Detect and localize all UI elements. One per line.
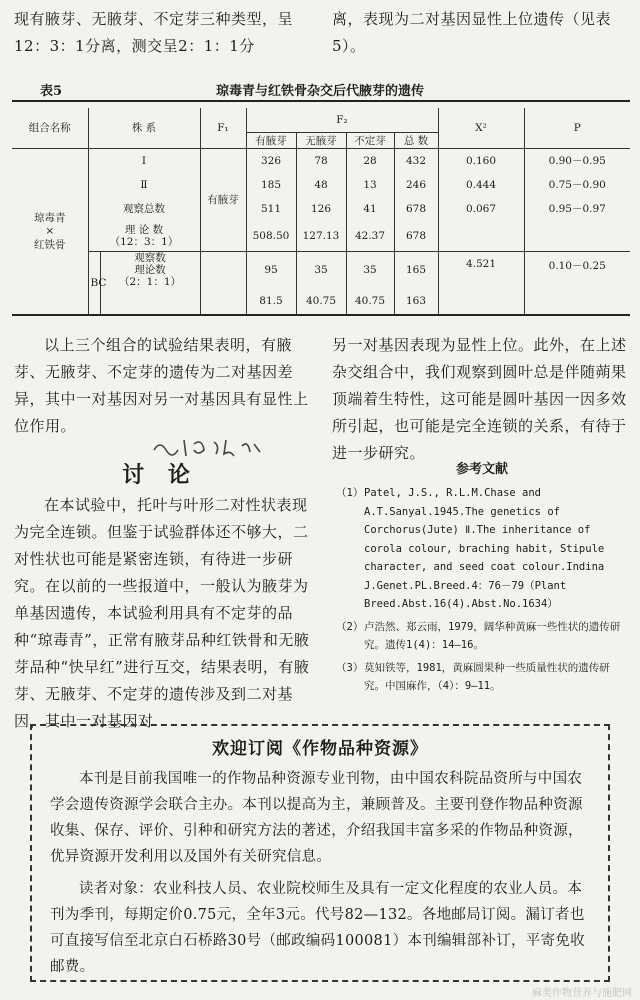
- cell: 35: [346, 251, 394, 288]
- cell: 511: [246, 197, 296, 221]
- handwriting-scribble: [150, 434, 270, 460]
- mid-right-text: [332, 332, 628, 467]
- watermark: 麻类作物营养与施肥网: [532, 988, 632, 999]
- mid-left-paragraph: 以上三个组合的试验结果表明，有腋芽、无腋芽、不定芽的遗传为二对基因差异，其中一对基因对另一对基因具有显性上位作用。: [14, 336, 309, 435]
- cell: 28: [346, 148, 394, 172]
- subscription-paragraph-2: 读者对象：农业科技人员、农业院校师生及具有一定文化程度的农业人员。本刊为季刊，每期定价0.75元，全年3元。代号82—132。各地邮局订阅。漏订者也可直接写信至北京白石桥路30号（邮政编码100081）本刊编辑部补订，平寄免收邮费。: [50, 881, 585, 975]
- cell: 0.160: [438, 148, 524, 172]
- th-chi-square: X²: [438, 108, 524, 148]
- table-row: [12, 148, 630, 172]
- bc-theo-label: 理论数: [134, 263, 166, 276]
- th-lineage: 株 系: [88, 108, 200, 148]
- cell: 41: [346, 197, 394, 221]
- cell: 678: [394, 221, 438, 251]
- cell: 246: [394, 172, 438, 196]
- th-f1: F₁: [200, 108, 246, 148]
- cell: 127.13: [296, 221, 346, 251]
- cell: 0.444: [438, 172, 524, 196]
- top-left-line-1: 现有腋芽、无腋芽、不定芽三种类型，呈: [14, 10, 294, 28]
- table-title: 琼毒青与红铁骨杂交后代腋芽的遗传: [215, 84, 424, 99]
- top-right-line-1: 离，表现为二对基因显性上位遗传（见表: [332, 10, 612, 28]
- row-label-line: 理 论 数: [124, 223, 164, 236]
- cell: 78: [296, 148, 346, 172]
- group-name-2: ×: [45, 225, 55, 238]
- reference-item: [336, 618, 630, 655]
- top-left-text: [14, 6, 314, 60]
- cell: 0.067: [438, 197, 524, 221]
- th-axillary: 有腋芽: [246, 132, 296, 148]
- cell: 0.95－0.97: [524, 197, 630, 221]
- cell: [438, 221, 524, 251]
- cell: 678: [394, 197, 438, 221]
- section-title-discussion: 讨 论: [122, 462, 198, 488]
- group-name-1: 琼毒青: [34, 212, 66, 225]
- cell: [524, 221, 630, 251]
- f1-value: 有腋芽: [200, 148, 246, 251]
- reference-text: Patel, J.S., R.L.M.Chase and A.T.Sanyal.1945.The genetics of Corchorus(Jute) Ⅱ.The inheritance of corola colour, braching habit, Stipule character, and seed coat colour.Indina J.Genet.PL.Breed.4：76－79（Plant Breed.Abst.16(4).Abst.No.1634）: [364, 487, 605, 610]
- reference-text: 卢浩然、郑云雨，1979，阔华种黄麻一些性状的遗传研究。遗传1(4)：14—16。: [364, 620, 621, 651]
- cell: 95: [246, 251, 296, 288]
- row-label: [100, 251, 200, 288]
- th-f2: F₂: [246, 108, 438, 132]
- cell: 13: [346, 172, 394, 196]
- cell: 326: [246, 148, 296, 172]
- group-name-3: 红铁骨: [34, 239, 66, 252]
- cell: 508.50: [246, 221, 296, 251]
- subscription-box: [30, 724, 610, 982]
- cell: 126: [296, 197, 346, 221]
- references-title: 参考文献: [455, 462, 508, 477]
- reference-number: （2）: [336, 620, 364, 633]
- cell: 35: [296, 251, 346, 288]
- cell: 40.75: [346, 288, 394, 314]
- bc-code: BC: [88, 251, 100, 314]
- table-label: 表5: [40, 84, 63, 99]
- table-row: [12, 172, 630, 196]
- table-row: [12, 197, 630, 221]
- cell: 0.10－0.25: [524, 251, 630, 314]
- row-label: [88, 221, 200, 251]
- table-row: [12, 221, 630, 251]
- top-right-line-2: 5）。: [332, 37, 366, 55]
- reference-item: [336, 484, 630, 614]
- reference-number: （3）: [336, 661, 364, 674]
- group-name-cell: [12, 148, 88, 314]
- row-label-ratio: （12：3：1）: [109, 235, 179, 248]
- cell: 0.75－0.90: [524, 172, 630, 196]
- th-no-bud: 无腋芽: [296, 132, 346, 148]
- mid-right-paragraph: 另一对基因表现为显性上位。此外，在上述杂交组合中，我们观察到圆叶总是伴随蒴果顶端着生特性，这可能是圆叶基因一因多效所引起，也可能是完全连锁的关系，有待于进一步研究。: [332, 336, 627, 462]
- cell: 185: [246, 172, 296, 196]
- reference-text: 莫知铁等，1981，黄麻圆果种一些质量性状的遗传研究。中国麻作，（4）：9—11。: [364, 661, 610, 692]
- f1-empty: [200, 251, 246, 314]
- cell: 432: [394, 148, 438, 172]
- top-right-text: [332, 6, 632, 60]
- row-label: Ⅰ: [88, 148, 200, 172]
- subscription-paragraph-1: 本刊是目前我国唯一的作物品种资源专业刊物，由中国农科院品资所与中国农学会遗传资源学会联合主办。本刊以提高为主，兼顾普及。主要刊登作物品种资源收集、保存、评价、引种和研究方法的著述，介绍我国丰富多采的作物品种资源，优异资源开发利用以及国外有关研究信息。: [50, 771, 583, 865]
- mid-left-text: [14, 332, 310, 440]
- table-5: [12, 108, 630, 314]
- top-left-line-2: 12：3：1分离，测交呈2：1：1分: [14, 37, 255, 55]
- th-p-value: P: [524, 108, 630, 148]
- cell: 81.5: [246, 288, 296, 314]
- subscription-body: [50, 766, 590, 980]
- discussion-paragraph: 在本试验中，托叶与叶形二对性状表现为完全连锁。但鉴于试验群体还不够大，二对性状也可能是紧密连锁，有待进一步研究。在以前的一些报道中，一般认为腋芽为单基因遗传，本试验利用具有不定芽的品种“琼毒青”，正常有腋芽品种红铁骨和无腋芽品种“快早红”进行互交，结果表明，有腋芽、无腋芽、不定芽的遗传涉及到二对基因，其中一对基因对: [14, 496, 310, 730]
- references-list: [336, 484, 630, 700]
- row-label: Ⅱ: [88, 172, 200, 196]
- cell: 42.37: [346, 221, 394, 251]
- th-total: 总 数: [394, 132, 438, 148]
- th-adventitious: 不定芽: [346, 132, 394, 148]
- bc-obs-label: 观察数: [134, 251, 166, 264]
- cell: 40.75: [296, 288, 346, 314]
- cell: 0.90－0.95: [524, 148, 630, 172]
- cell: 48: [296, 172, 346, 196]
- th-group: 组合名称: [12, 108, 88, 148]
- table-row: [12, 251, 630, 288]
- cell: 165: [394, 251, 438, 288]
- row-label: 观察总数: [88, 197, 200, 221]
- discussion-text: [14, 492, 310, 735]
- reference-number: （1）: [336, 487, 364, 499]
- bc-theo-ratio: （2：1：1）: [118, 275, 182, 288]
- row-label-empty: [100, 288, 200, 314]
- cell: 4.521: [438, 251, 524, 314]
- subscription-title: 欢迎订阅《作物品种资源》: [212, 739, 428, 759]
- table-top-rule: [12, 100, 630, 102]
- cell: 163: [394, 288, 438, 314]
- reference-item: [336, 659, 630, 696]
- table-bottom-rule: [12, 314, 630, 316]
